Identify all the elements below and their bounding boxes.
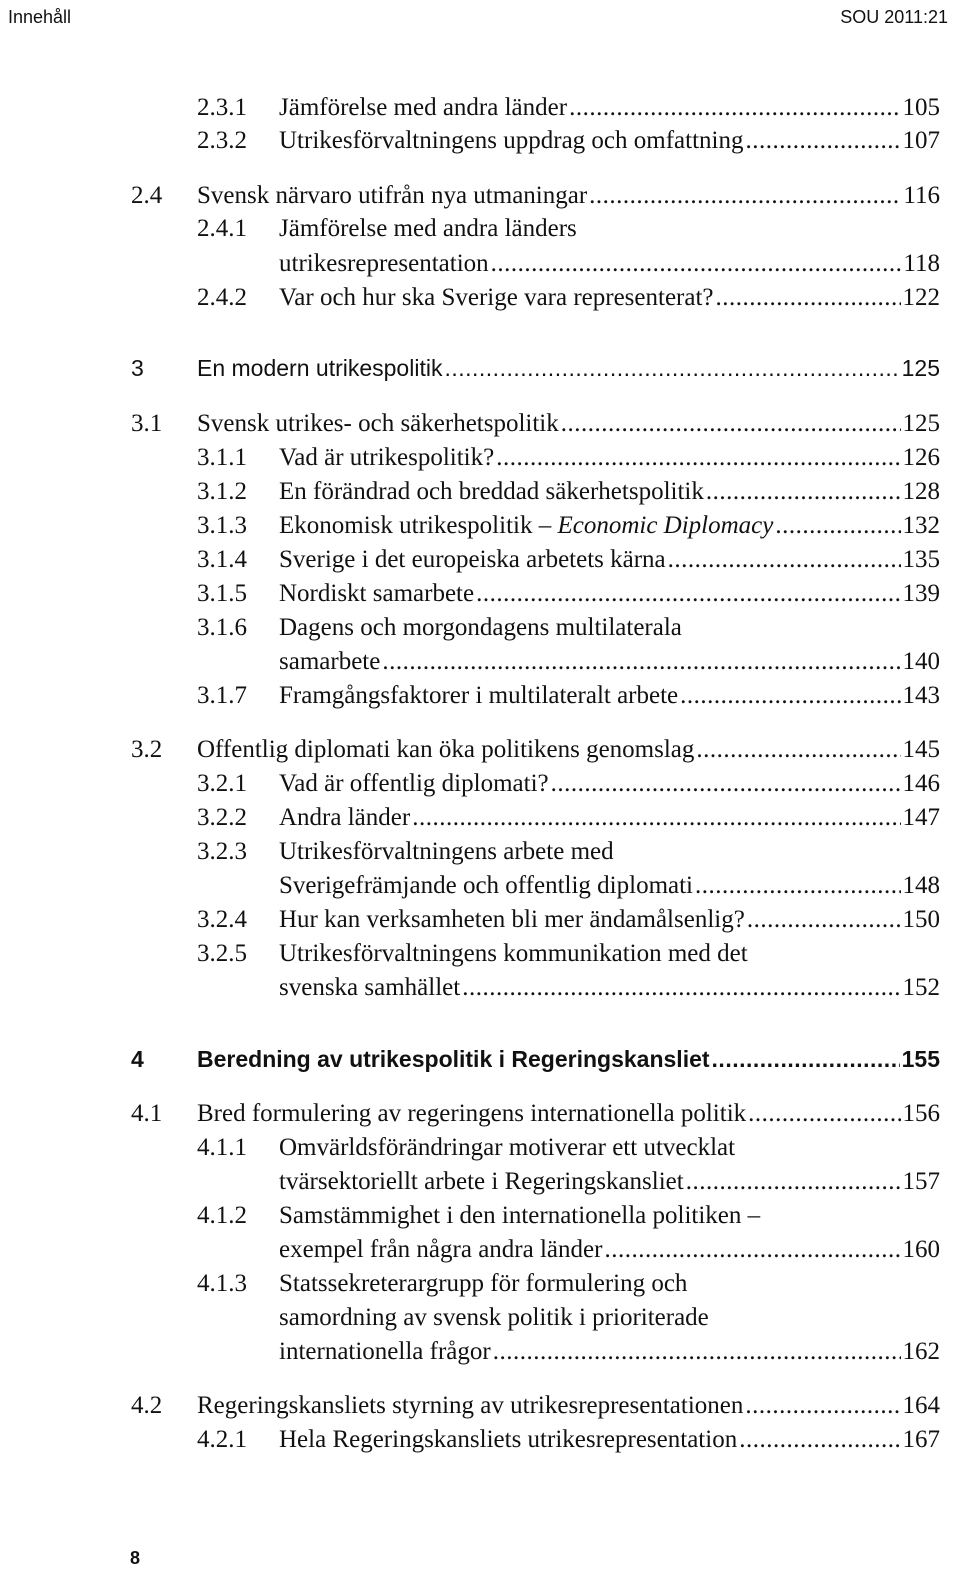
toc-entry-2-4-2[interactable]	[0, 282, 960, 314]
toc-number: 4.1	[131, 1100, 163, 1127]
toc-leader-dots	[686, 1166, 901, 1198]
toc-leader-dots	[412, 802, 900, 834]
toc-entry-4-1-2[interactable]	[0, 1234, 960, 1266]
header-document-id: SOU 2011:21	[840, 7, 948, 27]
toc-title-line2: samordning av svensk politik i prioriterade	[279, 1304, 709, 1331]
toc-entry-3-1-6-line1	[0, 612, 960, 644]
toc-page: 116	[903, 182, 940, 209]
toc-page: 122	[902, 284, 940, 311]
toc-number: 3.1	[131, 410, 163, 437]
toc-title: Andra länder	[279, 804, 411, 831]
toc-entry-4-1[interactable]	[0, 1098, 960, 1130]
toc-title: Nordiskt samarbete	[279, 580, 475, 607]
toc-page: 105	[902, 94, 940, 121]
toc-title: En modern utrikespolitik	[197, 355, 443, 381]
toc-entry-2-3-2[interactable]	[0, 125, 960, 157]
toc-entry-3-1-3[interactable]	[0, 510, 960, 542]
toc-leader-dots	[747, 904, 901, 936]
toc-number: 2.3.1	[197, 94, 247, 121]
toc-page: 156	[902, 1100, 940, 1127]
toc-entry-3-1-5[interactable]	[0, 578, 960, 610]
toc-page: 118	[903, 250, 940, 277]
toc-number: 4.2.1	[197, 1426, 247, 1453]
toc-title-line1: Omvärldsförändringar motiverar ett utvecklat	[279, 1134, 736, 1161]
toc-entry-3-1-4[interactable]	[0, 544, 960, 576]
toc-title: Framgångsfaktorer i multilateralt arbete	[279, 682, 679, 709]
toc-page: 143	[902, 682, 940, 709]
toc-title: Jämförelse med andra länder	[279, 94, 568, 121]
toc-number: 3.1.6	[197, 614, 247, 641]
toc-title-line1: Statssekreterargrupp för formulering och	[279, 1270, 688, 1297]
toc-title: Svensk närvaro utifrån nya utmaningar	[197, 182, 588, 209]
toc-leader-dots	[775, 510, 900, 542]
toc-title-line1: Utrikesförvaltningens kommunikation med det	[279, 940, 748, 967]
toc-entry-3-2-4[interactable]	[0, 904, 960, 936]
toc-title: Hur kan verksamheten bli mer ändamålsenlig?	[279, 906, 745, 933]
toc-page: 162	[902, 1338, 940, 1365]
toc-entry-4-1-1-line1	[0, 1132, 960, 1164]
toc-leader-dots	[551, 768, 901, 800]
toc-number: 3.2	[131, 736, 163, 763]
toc-page: 164	[902, 1392, 940, 1419]
toc-title: Svensk utrikes- och säkerhetspolitik	[197, 410, 559, 437]
toc-page: 148	[902, 872, 940, 899]
toc-page: 139	[902, 580, 940, 607]
toc-leader-dots	[745, 125, 900, 157]
toc-leader-dots	[695, 870, 900, 902]
toc-title: svenska samhället	[279, 974, 461, 1001]
toc-number: 4.1.1	[197, 1134, 247, 1161]
toc-page: 147	[902, 804, 940, 831]
toc-page: 157	[902, 1168, 940, 1195]
toc-page: 155	[901, 1046, 940, 1072]
toc-entry-3-2-2[interactable]	[0, 802, 960, 834]
toc-leader-dots	[696, 734, 900, 766]
toc-entry-3-1-1[interactable]	[0, 442, 960, 474]
toc-title: exempel från några andra länder	[279, 1236, 603, 1263]
toc-entry-3-2[interactable]	[0, 734, 960, 766]
toc-entry-4-2-1[interactable]	[0, 1424, 960, 1456]
toc-title: samarbete	[279, 648, 381, 675]
toc-title: internationella frågor	[279, 1338, 491, 1365]
toc-number: 4.1.2	[197, 1202, 247, 1229]
toc-page: 107	[902, 127, 940, 154]
toc-title: Offentlig diplomati kan öka politikens genomslag	[197, 736, 695, 763]
toc-leader-dots	[496, 442, 900, 474]
toc-entry-2-4-1-line1	[0, 213, 960, 245]
toc-page: 152	[902, 974, 940, 1001]
toc-title: En förändrad och breddad säkerhetspolitik	[279, 478, 704, 505]
toc-entry-3-1-6[interactable]	[0, 646, 960, 678]
toc-number: 3.2.4	[197, 906, 247, 933]
toc-number: 3.1.4	[197, 546, 247, 573]
toc-entry-chapter-4[interactable]	[0, 1043, 960, 1075]
toc-number: 4.2	[131, 1392, 163, 1419]
toc-title-regular: Ekonomisk utrikespolitik –	[279, 512, 558, 539]
toc-leader-dots	[444, 352, 899, 384]
toc-page: 128	[902, 478, 940, 505]
toc-entry-4-1-3-line1	[0, 1268, 960, 1300]
toc-title: tvärsektoriellt arbete i Regeringskansliet	[279, 1168, 684, 1195]
toc-page: 167	[902, 1426, 940, 1453]
toc-entry-2-3-1[interactable]	[0, 92, 960, 124]
toc-page: 125	[901, 355, 940, 381]
toc-title: Bred formulering av regeringens internationella politik	[197, 1100, 747, 1127]
toc-leader-dots	[382, 646, 900, 678]
toc-number: 2.3.2	[197, 127, 247, 154]
toc-entry-4-1-2-line1	[0, 1200, 960, 1232]
toc-leader-dots	[716, 282, 901, 314]
page-number: 8	[130, 1548, 141, 1568]
toc-entry-3-2-1[interactable]	[0, 768, 960, 800]
toc-title: Sverige i det europeiska arbetets kärna	[279, 546, 666, 573]
header-section-label: Innehåll	[8, 7, 72, 27]
toc-number: 2.4.2	[197, 284, 247, 311]
toc-leader-dots	[491, 248, 902, 280]
toc-leader-dots	[561, 408, 901, 440]
toc-number: 4	[131, 1046, 144, 1072]
toc-title: Sverigefrämjande och offentlig diplomati	[279, 872, 694, 899]
toc-title-italic: Economic Diplomacy	[557, 512, 774, 539]
toc-entry-4-1-1[interactable]	[0, 1166, 960, 1198]
toc-page: 140	[902, 648, 940, 675]
toc-entry-2-4[interactable]	[0, 180, 960, 212]
toc-number: 3.1.1	[197, 444, 247, 471]
toc-leader-dots	[739, 1424, 900, 1456]
toc-entry-4-1-3-line2	[0, 1302, 960, 1334]
toc-number: 3.1.2	[197, 478, 247, 505]
toc-number: 3.2.3	[197, 838, 247, 865]
toc-leader-dots	[569, 92, 900, 124]
toc-entry-3-2-5-line1	[0, 938, 960, 970]
toc-leader-dots	[462, 972, 900, 1004]
toc-number: 3.2.2	[197, 804, 247, 831]
toc-number: 2.4.1	[197, 215, 247, 242]
toc-title: Hela Regeringskansliets utrikesrepresentation	[279, 1426, 738, 1453]
toc-entry-chapter-3[interactable]	[0, 352, 960, 384]
toc-number: 3	[131, 355, 144, 381]
toc-page: 160	[902, 1236, 940, 1263]
toc-page: 132	[902, 512, 940, 539]
toc-title-line1: Utrikesförvaltningens arbete med	[279, 838, 614, 865]
toc-number: 2.4	[131, 182, 163, 209]
toc-number: 3.1.5	[197, 580, 247, 607]
toc-page: 145	[902, 736, 940, 763]
toc-title-line1: Samstämmighet i den internationella politiken –	[279, 1202, 761, 1229]
toc-leader-dots	[748, 1098, 900, 1130]
toc-page: 135	[902, 546, 940, 573]
toc-title: Beredning av utrikespolitik i Regeringskansliet	[197, 1046, 710, 1072]
toc-entry-3-2-3[interactable]	[0, 870, 960, 902]
toc-title	[279, 510, 773, 542]
toc-entry-3-1-2[interactable]	[0, 476, 960, 508]
toc-entry-3-2-5[interactable]	[0, 972, 960, 1004]
toc-title-line1: Jämförelse med andra länders	[279, 215, 577, 242]
toc-page: 150	[902, 906, 940, 933]
toc-title: Vad är offentlig diplomati?	[279, 770, 549, 797]
toc-number: 3.2.1	[197, 770, 247, 797]
toc-leader-dots	[668, 544, 901, 576]
toc-page: 126	[902, 444, 940, 471]
toc-entry-4-2[interactable]	[0, 1390, 960, 1422]
toc-number: 4.1.3	[197, 1270, 247, 1297]
toc-entry-3-1[interactable]	[0, 408, 960, 440]
toc-page: 146	[902, 770, 940, 797]
toc-leader-dots	[476, 578, 900, 610]
toc-title-line1: Dagens och morgondagens multilaterala	[279, 614, 682, 641]
toc-leader-dots	[589, 180, 901, 212]
toc-entry-3-2-3-line1	[0, 836, 960, 868]
toc-leader-dots	[745, 1390, 900, 1422]
toc-leader-dots	[493, 1336, 901, 1368]
toc-number: 3.1.3	[197, 512, 247, 539]
toc-entry-2-4-1[interactable]	[0, 248, 960, 280]
toc-title: Var och hur ska Sverige vara representerat?	[279, 284, 714, 311]
toc-number: 3.2.5	[197, 940, 247, 967]
toc-leader-dots	[706, 476, 901, 508]
toc-title: utrikesrepresentation	[279, 250, 489, 277]
toc-entry-3-1-7[interactable]	[0, 680, 960, 712]
toc-title: Utrikesförvaltningens uppdrag och omfattning	[279, 127, 744, 154]
toc-leader-dots	[604, 1234, 900, 1266]
toc-entry-4-1-3[interactable]	[0, 1336, 960, 1368]
toc-page: 125	[902, 410, 940, 437]
toc-title: Vad är utrikespolitik?	[279, 444, 495, 471]
toc-number: 3.1.7	[197, 682, 247, 709]
toc-title: Regeringskansliets styrning av utrikesrepresentationen	[197, 1392, 744, 1419]
toc-leader-dots	[712, 1043, 900, 1075]
toc-leader-dots	[680, 680, 900, 712]
